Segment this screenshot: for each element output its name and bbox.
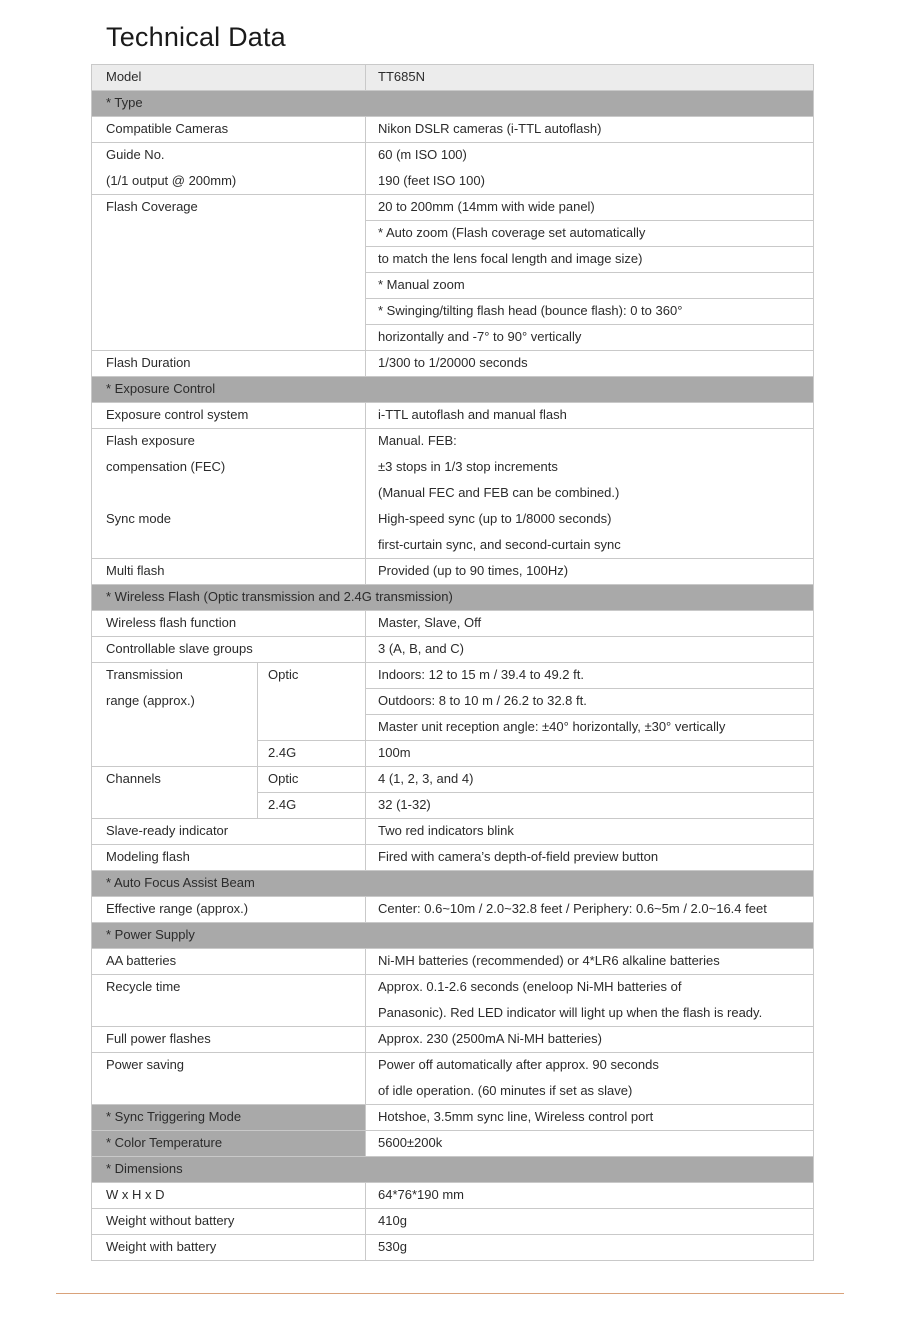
spec-label: * Exposure Control [106,381,216,396]
spec-label: Weight without battery [106,1213,235,1228]
spec-value: 5600±200k [378,1135,443,1150]
spec-label: Compatible Cameras [106,121,229,136]
spec-value: 64*76*190 mm [378,1187,464,1202]
spec-value: horizontally and -7° to 90° vertically [378,329,582,344]
spec-value: 530g [378,1239,407,1254]
spec-label: Multi flash [106,563,165,578]
spec-value: TT685N [378,69,425,84]
spec-label: range (approx.) [106,693,195,708]
spec-value: * Manual zoom [378,277,465,292]
spec-value: * Swinging/tilting flash head (bounce flash): 0 to 360° [378,303,683,318]
spec-value: Fired with camera’s depth-of-field preview button [378,849,659,864]
spec-value: 1/300 to 1/20000 seconds [378,355,528,370]
spec-value: i-TTL autoflash and manual flash [378,407,567,422]
spec-value: Panasonic). Red LED indicator will light up when the flash is ready. [378,1005,763,1020]
spec-value: Ni-MH batteries (recommended) or 4*LR6 alkaline batteries [378,953,720,968]
spec-subkey: Optic [268,771,299,786]
spec-value: Hotshoe, 3.5mm sync line, Wireless control port [378,1109,654,1124]
spec-value: * Auto zoom (Flash coverage set automatically [378,225,646,240]
spec-label: W x H x D [106,1187,165,1202]
spec-label: * Auto Focus Assist Beam [106,875,255,890]
spec-label: Model [106,69,142,84]
spec-value: Nikon DSLR cameras (i-TTL autoflash) [378,121,602,136]
page-title: Technical Data [106,22,286,52]
spec-value: to match the lens focal length and image size) [378,251,643,266]
spec-value: Master, Slave, Off [378,615,482,630]
spec-label: * Type [106,95,143,110]
spec-value: Master unit reception angle: ±40° horizontally, ±30° vertically [378,719,726,734]
spec-label: Sync mode [106,511,172,526]
spec-value: Center: 0.6~10m / 2.0~32.8 feet / Periphery: 0.6~5m / 2.0~16.4 feet [378,901,767,916]
spec-label: Power saving [106,1057,185,1072]
spec-value: 20 to 200mm (14mm with wide panel) [378,199,595,214]
spec-label: Flash Duration [106,355,191,370]
spec-subkey: 2.4G [268,745,297,760]
spec-label: Flash Coverage [106,199,198,214]
spec-label: (1/1 output @ 200mm) [106,173,237,188]
spec-value: 32 (1-32) [378,797,431,812]
spec-label: * Power Supply [106,927,195,942]
spec-value: Approx. 230 (2500mA Ni-MH batteries) [378,1031,602,1046]
spec-value: Manual. FEB: [378,433,457,448]
spec-label: * Color Temperature [106,1135,223,1150]
spec-label: compensation (FEC) [106,459,226,474]
spec-label: * Wireless Flash (Optic transmission and 2.4G transmission) [106,589,453,604]
spec-value: Power off automatically after approx. 90 seconds [378,1057,659,1072]
spec-value: Outdoors: 8 to 10 m / 26.2 to 32.8 ft. [378,693,587,708]
spec-value: Provided (up to 90 times, 100Hz) [378,563,569,578]
spec-value: 100m [378,745,411,760]
spec-label: * Dimensions [106,1161,183,1176]
spec-label: Recycle time [106,979,181,994]
spec-label: Flash exposure [106,433,195,448]
spec-subkey: Optic [268,667,299,682]
spec-label: Modeling flash [106,849,190,864]
spec-value: Indoors: 12 to 15 m / 39.4 to 49.2 ft. [378,667,584,682]
spec-subkey: 2.4G [268,797,297,812]
spec-value: 410g [378,1213,407,1228]
spec-label: Effective range (approx.) [106,901,249,916]
spec-value: ±3 stops in 1/3 stop increments [378,459,558,474]
spec-label: * Sync Triggering Mode [106,1109,242,1124]
spec-value: 190 (feet ISO 100) [378,173,485,188]
spec-label: Wireless flash function [106,615,237,630]
spec-label: Transmission [106,667,183,682]
spec-value: 60 (m ISO 100) [378,147,467,162]
spec-label: Slave-ready indicator [106,823,229,838]
column-divider [91,64,92,1261]
spec-label: Guide No. [106,147,165,162]
spec-value: first-curtain sync, and second-curtain sync [378,537,621,552]
row-divider [91,1260,813,1261]
spec-value: Approx. 0.1-2.6 seconds (eneloop Ni-MH batteries of [378,979,682,994]
spec-label: Full power flashes [106,1031,211,1046]
spec-value: of idle operation. (60 minutes if set as slave) [378,1083,633,1098]
spec-label: Controllable slave groups [106,641,253,656]
spec-value: (Manual FEC and FEB can be combined.) [378,485,620,500]
spec-label: Channels [106,771,161,786]
spec-label: AA batteries [106,953,177,968]
spec-value: High-speed sync (up to 1/8000 seconds) [378,511,612,526]
spec-label: Exposure control system [106,407,249,422]
spec-value: Two red indicators blink [378,823,514,838]
spec-value: 4 (1, 2, 3, and 4) [378,771,474,786]
spec-value: 3 (A, B, and C) [378,641,464,656]
column-divider [813,64,814,1261]
footer-divider [56,1293,844,1294]
spec-label: Weight with battery [106,1239,217,1254]
